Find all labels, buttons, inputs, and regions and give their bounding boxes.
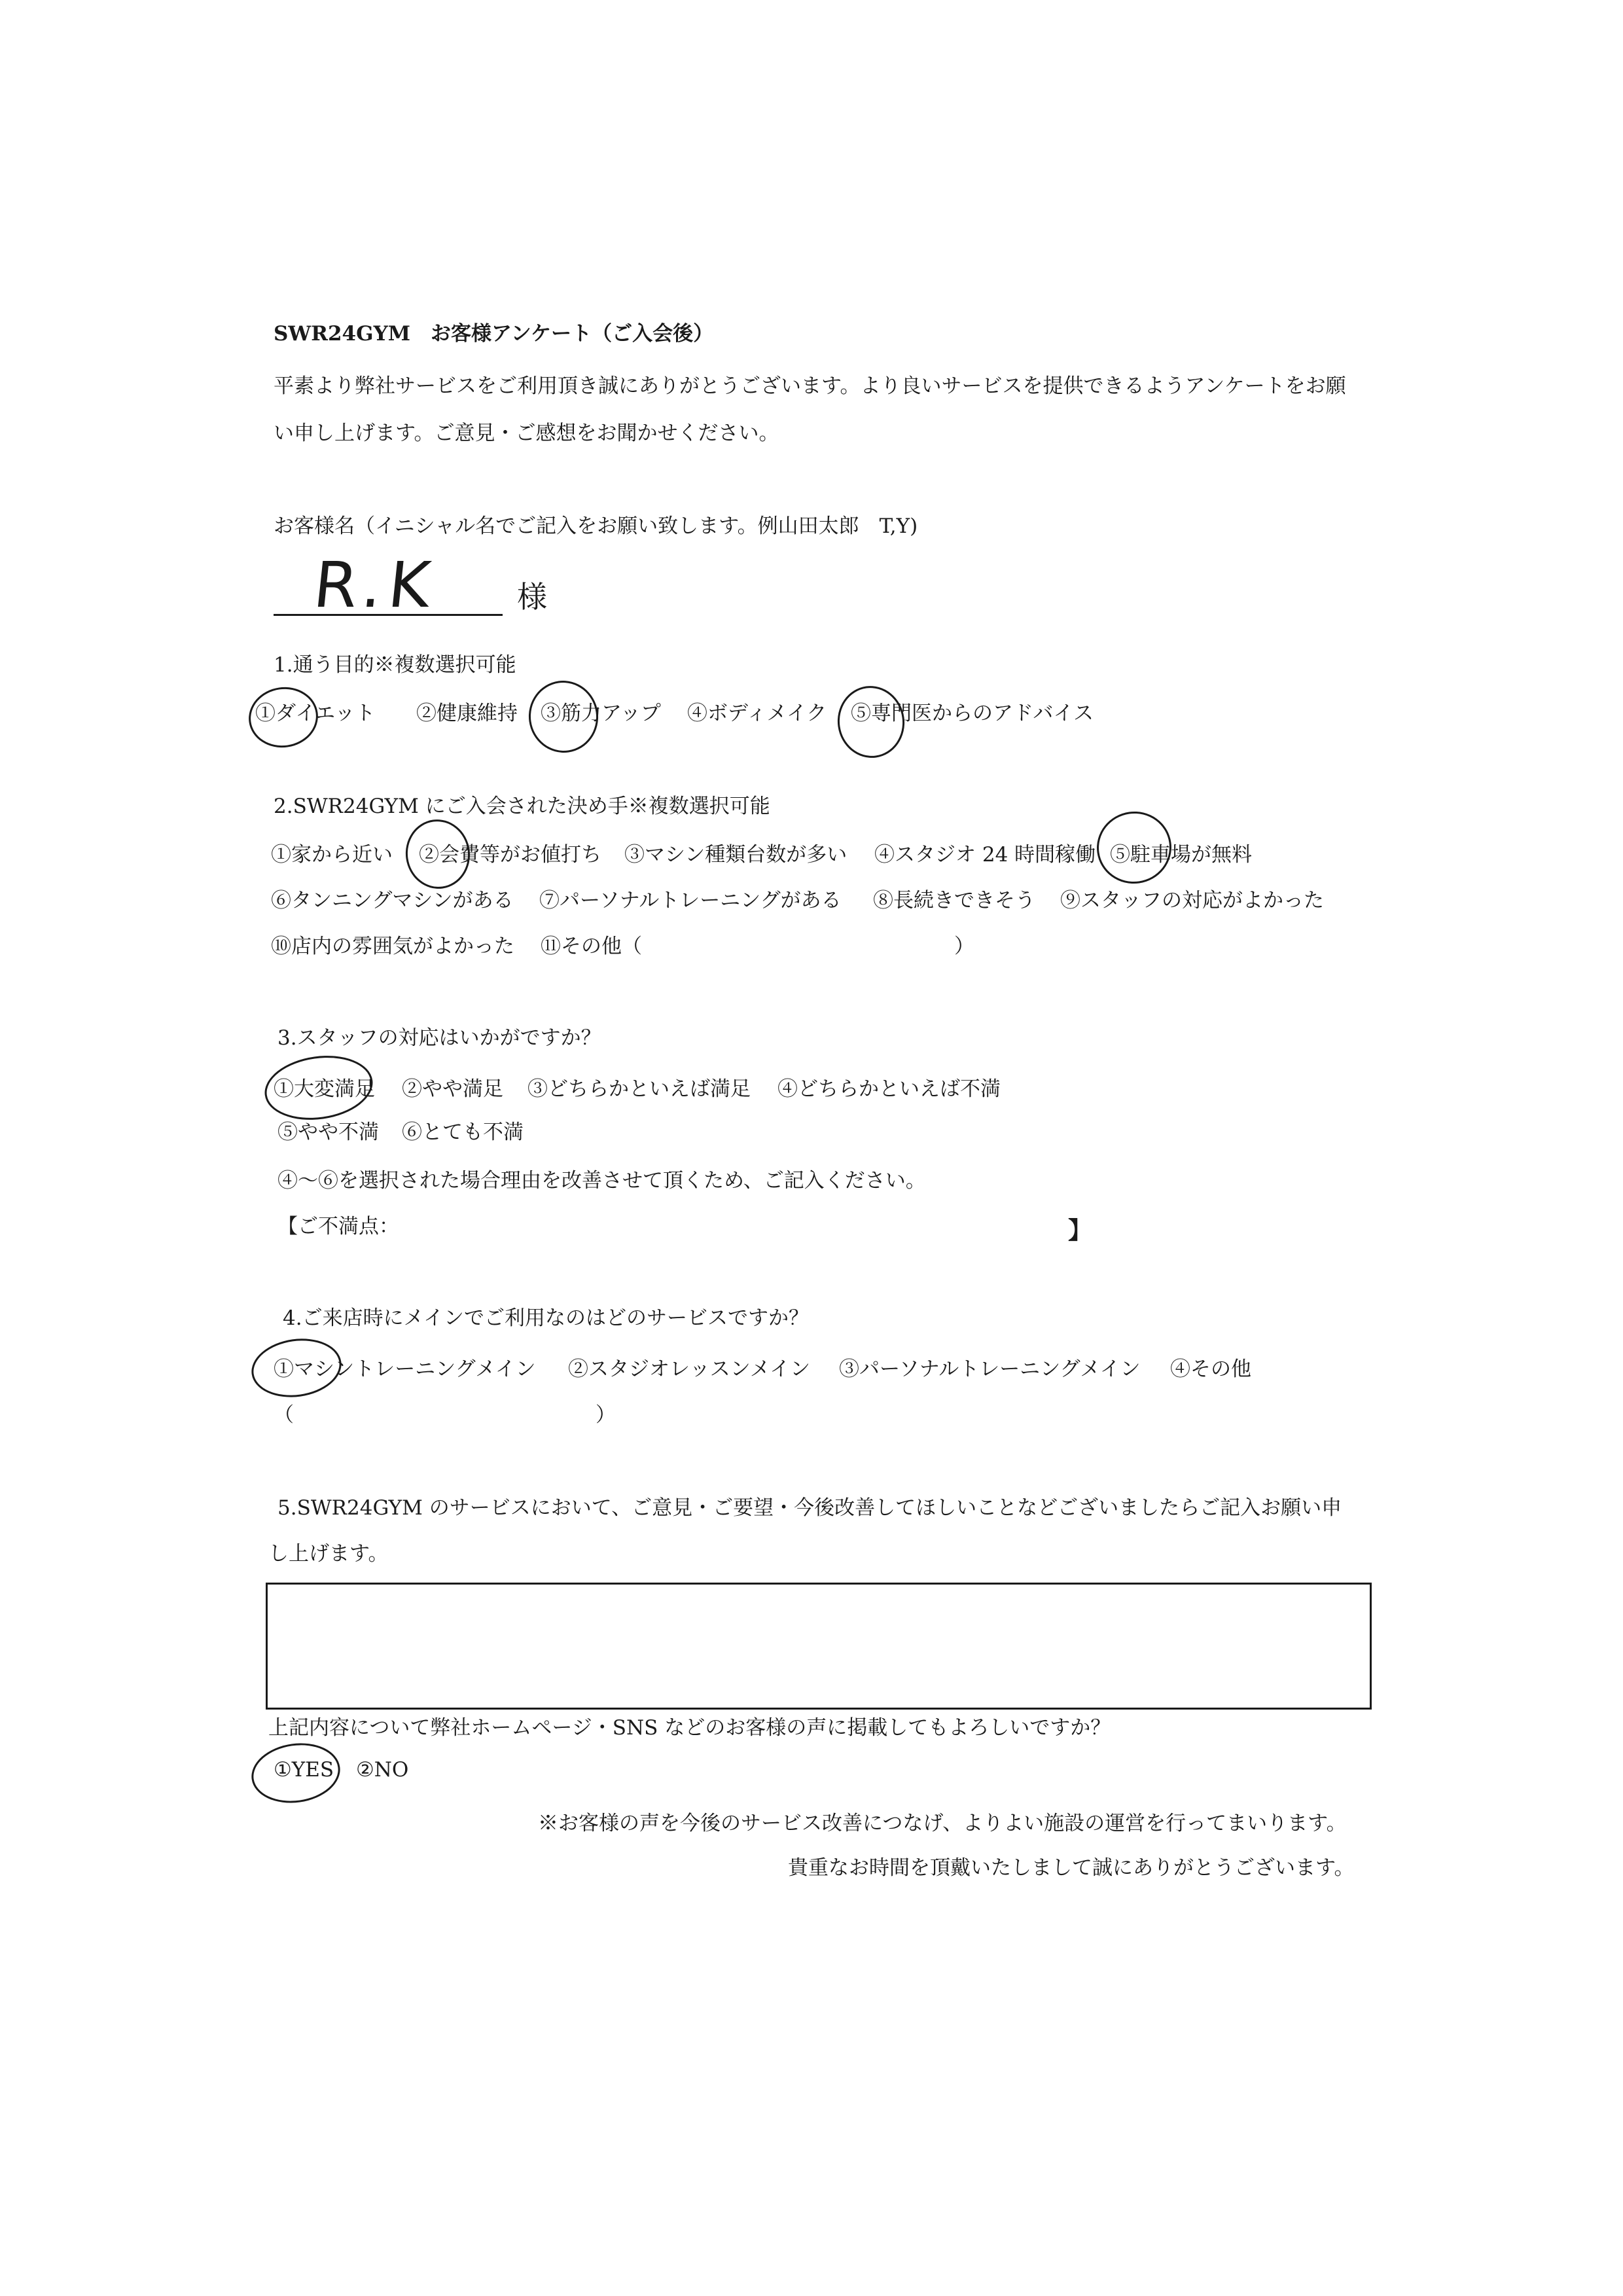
name-underline <box>274 614 503 616</box>
intro-line-2: い申し上げます。ご意見・ご感想をお聞かせください。 <box>274 422 779 445</box>
q2-other-close: ） <box>954 935 974 958</box>
q3-option-somewhat-dissatisfied[interactable]: ⑤やや不満 <box>277 1121 379 1144</box>
name-label: お客様名（イニシャル名でご記入をお願い致します。例山田太郎 T,Y) <box>274 514 918 538</box>
q3-option-very-satisfied[interactable]: ①大変満足 <box>274 1077 375 1101</box>
q4-option-studio[interactable]: ②スタジオレッスンメイン <box>568 1357 811 1381</box>
q2-option-tanning[interactable]: ⑥タンニングマシンがある <box>271 889 514 912</box>
q3-option-rather-satisfied[interactable]: ③どちらかといえば満足 <box>527 1077 751 1101</box>
survey-title: SWR24GYM お客様アンケート（ご入会後） <box>274 322 714 346</box>
q4-option-personal[interactable]: ③パーソナルトレーニングメイン <box>839 1357 1141 1381</box>
q1-option-diet[interactable]: ①ダイエット <box>255 702 376 725</box>
q2-option-near-home[interactable]: ①家から近い <box>271 843 393 867</box>
q5-comment-box[interactable] <box>266 1583 1372 1710</box>
q5-label-line-1: 5.SWR24GYM のサービスにおいて、ご意見・ご要望・今後改善してほしいことなどございましたらご記入お願い申 <box>277 1496 1342 1520</box>
q3-complaint-label: 【ご不満点： <box>277 1215 399 1238</box>
q2-label: 2.SWR24GYM にご入会された決め手※複数選択可能 <box>274 795 770 818</box>
q2-option-sustainable[interactable]: ⑧長続きできそう <box>873 889 1035 912</box>
name-value-handwritten[interactable]: R.K <box>310 548 440 622</box>
q2-option-personal-training[interactable]: ⑦パーソナルトレーニングがある <box>539 889 842 912</box>
q3-option-rather-dissatisfied[interactable]: ④どちらかといえば不満 <box>777 1077 1001 1101</box>
q4-option-machine[interactable]: ①マシントレーニングメイン <box>274 1357 536 1381</box>
q4-label: 4.ご来店時にメインでご利用なのはどのサービスですか？ <box>283 1306 809 1330</box>
publish-option-yes[interactable]: ①YES <box>274 1758 334 1782</box>
footer-thanks: 貴重なお時間を頂戴いたしまして誠にありがとうございます。 <box>788 1856 1355 1880</box>
q2-option-free-parking[interactable]: ⑤駐車場が無料 <box>1110 843 1252 867</box>
name-suffix: 様 <box>517 579 547 615</box>
footer-note: ※お客様の声を今後のサービス改善につなげ、よりよい施設の運営を行ってまいります。 <box>538 1812 1347 1835</box>
q3-complaint-close: 】 <box>1068 1217 1092 1244</box>
q1-label: 1.通う目的※複数選択可能 <box>274 653 516 677</box>
q3-option-very-dissatisfied[interactable]: ⑥とても不満 <box>402 1121 524 1144</box>
q3-option-somewhat-satisfied[interactable]: ②やや満足 <box>402 1077 503 1101</box>
q1-option-health[interactable]: ②健康維持 <box>416 702 518 725</box>
publish-question: 上記内容について弊社ホームページ・SNS などのお客様の声に掲載してもよろしいですか？ <box>268 1716 1111 1740</box>
q1-option-strength[interactable]: ③筋力アップ <box>541 702 661 725</box>
intro-line-1: 平素より弊社サービスをご利用頂き誠にありがとうございます。より良いサービスを提供できるようアンケートをお願 <box>274 374 1346 398</box>
q1-option-doctor-advice[interactable]: ⑤専門医からのアドバイス <box>851 702 1094 725</box>
q3-label: 3.スタッフの対応はいかがですか？ <box>277 1026 601 1050</box>
q4-other-close: ） <box>596 1403 616 1427</box>
publish-option-no[interactable]: ②NO <box>356 1758 409 1782</box>
q2-option-atmosphere[interactable]: ⑩店内の雰囲気がよかった <box>271 935 514 958</box>
q3-reason-note: ④～⑥を選択された場合理由を改善させて頂くため、ご記入ください。 <box>277 1169 926 1193</box>
q2-option-studio-24h[interactable]: ④スタジオ 24 時間稼働 <box>874 843 1096 867</box>
q1-option-bodymake[interactable]: ④ボディメイク <box>687 702 827 725</box>
q2-option-staff[interactable]: ⑨スタッフの対応がよかった <box>1060 889 1324 912</box>
q4-option-other[interactable]: ④その他 <box>1170 1357 1251 1381</box>
q2-option-machines[interactable]: ③マシン種類台数が多い <box>624 843 847 867</box>
q2-option-other[interactable]: ⑪その他（ <box>541 935 642 958</box>
q4-other-open: （ <box>274 1403 294 1427</box>
q2-option-fee-value[interactable]: ②会費等がお値打ち <box>419 843 601 867</box>
q5-label-line-2: し上げます。 <box>268 1542 389 1566</box>
